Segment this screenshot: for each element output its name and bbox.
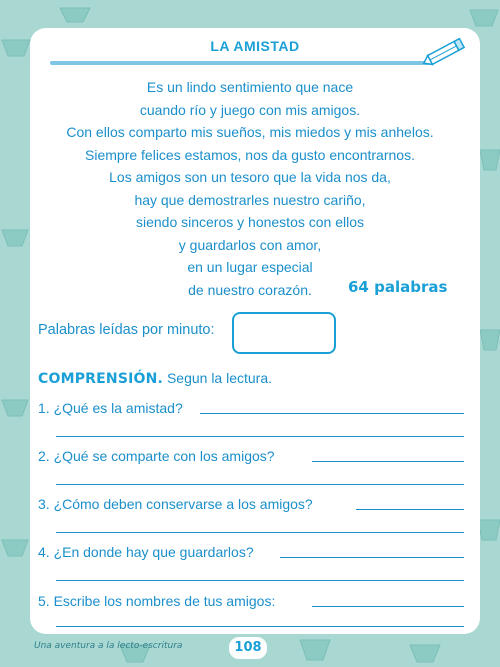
poem-line: Con ellos comparto mis sueños, mis miedos y mis anhelos. <box>66 124 434 140</box>
answer-line[interactable] <box>56 532 464 533</box>
pencil-icon <box>420 34 470 70</box>
worksheet-card <box>30 28 480 634</box>
answer-line[interactable] <box>312 461 464 462</box>
footer-text: Una aventura a la lecto-escritura <box>34 641 183 651</box>
answer-line[interactable] <box>56 436 464 437</box>
answer-line[interactable] <box>312 606 464 607</box>
answer-line[interactable] <box>280 557 464 558</box>
poem-line: de nuestro corazón. <box>188 281 312 298</box>
poem-line: Los amigos son un tesoro que la vida nos da, <box>109 169 391 185</box>
comprehension-heading <box>38 370 272 387</box>
comprehension-instruction: Segun la lectura. <box>166 370 273 386</box>
answer-line[interactable] <box>56 580 464 581</box>
question-1: 1. ¿Qué es la amistad? <box>38 400 183 416</box>
question-4: 4. ¿En donde hay que guardarlos? <box>38 544 254 560</box>
question-3: 3. ¿Cómo deben conservarse a los amigos? <box>38 496 313 512</box>
answer-line[interactable] <box>56 626 464 627</box>
poem-line: cuando río y juego con mis amigos. <box>139 101 361 118</box>
page-number: 108 <box>229 637 267 659</box>
poem-line: hay que demostrarles nuestro cariño, <box>134 191 366 208</box>
poem-line: Siempre felices estamos, nos da gusto encontrarnos. <box>85 146 415 163</box>
question-2: 2. ¿Qué se comparte con los amigos? <box>38 448 275 464</box>
ppm-answer-box[interactable] <box>232 312 336 354</box>
page-title: LA AMISTAD <box>210 38 300 54</box>
answer-line[interactable] <box>56 484 464 485</box>
poem-line: y guardarlos con amor, <box>178 236 322 253</box>
title-underline <box>50 60 430 66</box>
ppm-label: Palabras leídas por minuto: <box>38 322 215 338</box>
question-5: 5. Escribe los nombres de tus amigos: <box>38 593 276 609</box>
poem-line: en un lugar especial <box>187 259 313 275</box>
word-count: 64 palabras <box>348 278 448 296</box>
poem-line: Es un lindo sentimiento que nace <box>146 79 354 95</box>
answer-line[interactable] <box>356 509 464 510</box>
comprehension-title: COMPRENSIÓN. <box>38 371 164 387</box>
answer-line[interactable] <box>200 413 464 414</box>
poem-text <box>30 76 470 301</box>
poem-line: siendo sinceros y honestos con ellos <box>135 214 365 230</box>
